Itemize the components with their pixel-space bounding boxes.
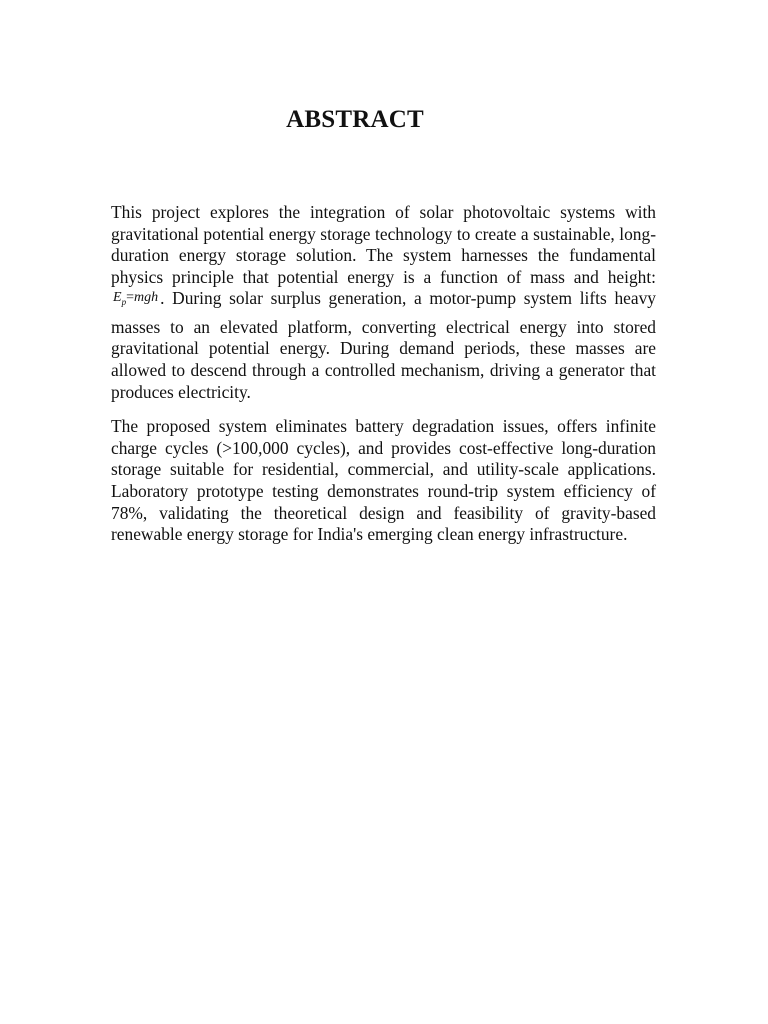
potential-energy-formula (113, 290, 159, 308)
paragraph-1-text-after-formula: . During solar surplus generation, a motor-pump system lifts heavy masses to an elevated platform, converting electrical energy into stored gravitational potential energy. During demand periods, these masses are allowed to descend through a controlled mechanism, driving a generator that produces electricity. (111, 288, 656, 402)
formula-equals: = (126, 290, 134, 306)
abstract-paragraph-2: The proposed system eliminates battery degradation issues, offers infinite charge cycles (>100,000 cycles), and provides cost-effective long-duration storage suitable for residential, commercial, and utility-scale applications. Laboratory prototype testing demonstrates round-trip system efficiency of 78%, validating the theoretical design and feasibility of gravity-based renewable energy storage for India's emerging clean energy infrastructure. (111, 416, 656, 545)
page-title: ABSTRACT (286, 106, 424, 133)
formula-lhs-subscript: p (121, 297, 127, 308)
paragraph-1-text-before-formula: This project explores the integration of solar photovoltaic systems with gravitational potential energy storage technology to create a sustainable, long-duration energy storage solution. The system harnesses the fundamental physics principle that potential energy is a function of mass and height: (111, 202, 656, 287)
formula-rhs: mgh (133, 290, 159, 306)
formula-lhs-base: E (113, 290, 122, 306)
abstract-paragraph-1 (111, 202, 656, 403)
abstract-body (111, 202, 656, 559)
